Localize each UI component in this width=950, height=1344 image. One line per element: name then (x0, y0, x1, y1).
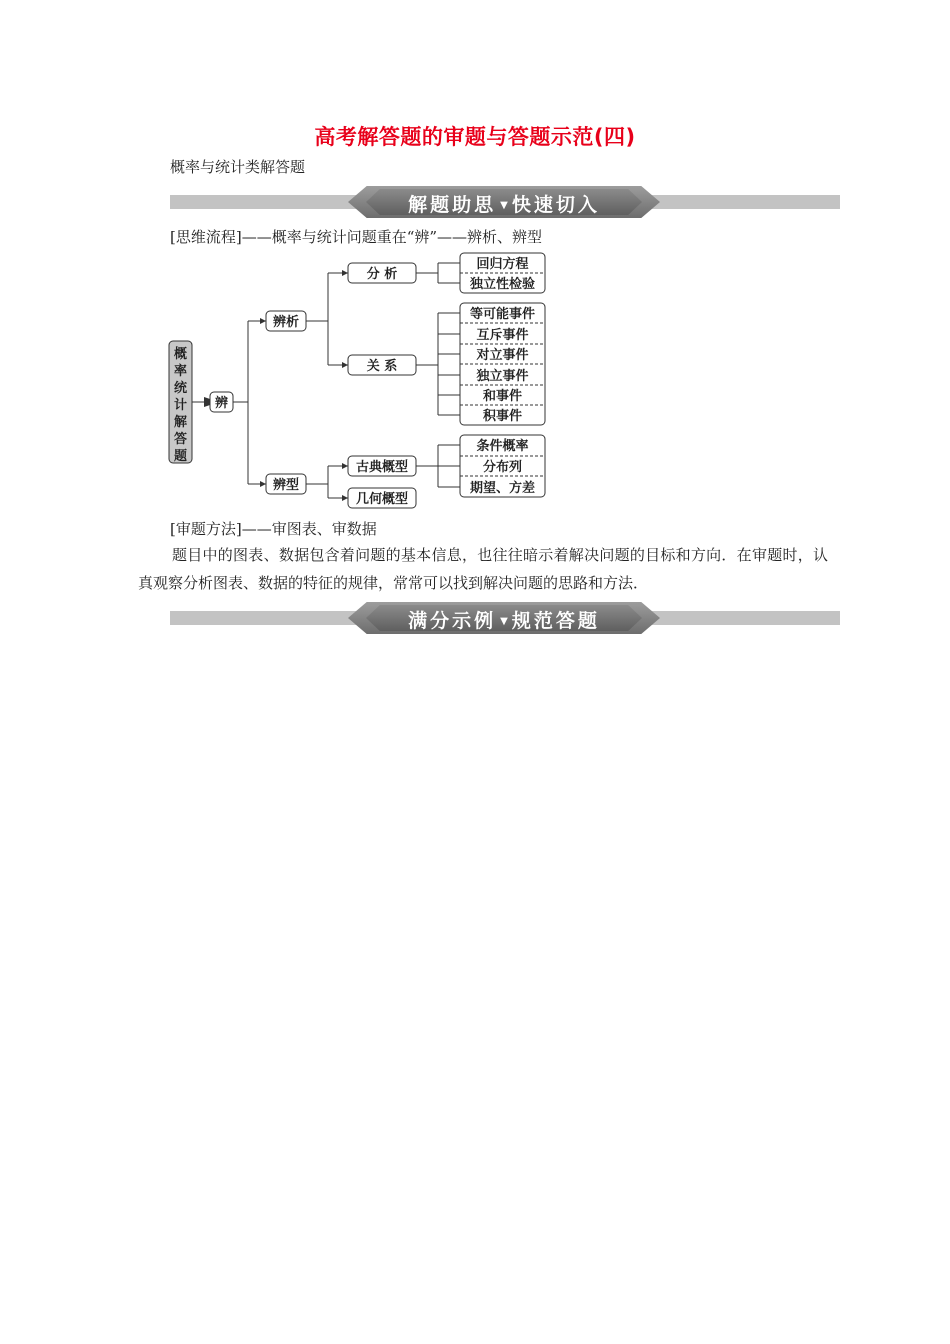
method-paragraph: 题目中的图表、数据包含着问题的基本信息，也往往暗示着解决问题的目标和方向．在审题时，认真观察分析图表、数据的特征的规律，常常可以找到解决问题的思路和方法． (138, 546, 828, 592)
node-fenxi: 分 析 (366, 267, 398, 282)
node-jihe: 几何概型 (355, 492, 409, 507)
triangle-down-icon: ▼ (500, 616, 508, 627)
root-label (174, 346, 188, 464)
item-independence-test: 独立性检验 (469, 277, 536, 292)
root-char: 概 (173, 347, 188, 362)
item-product-event: 积事件 (482, 409, 523, 424)
root-char: 统 (173, 381, 188, 396)
banner-1-right: 快速切入 (511, 194, 600, 216)
triangle-down-icon: ▼ (500, 200, 508, 211)
item-complementary: 对立事件 (476, 348, 529, 363)
root-char: 计 (173, 398, 188, 413)
item-distribution: 分布列 (482, 460, 523, 475)
root-char: 答 (173, 432, 188, 447)
node-bianxing: 辨型 (272, 478, 300, 493)
item-sum-event: 和事件 (482, 389, 523, 404)
page-title: 高考解答题的审题与答题示范(四) (314, 125, 636, 149)
item-expectation-variance: 期望、方差 (469, 481, 536, 496)
item-conditional-probability: 条件概率 (476, 439, 529, 454)
root-char: 解 (173, 415, 188, 430)
subtitle: 概率与统计类解答题 (170, 158, 306, 176)
root-char: 题 (173, 449, 188, 464)
section-banner-2 (170, 602, 840, 636)
node-bianxi: 辨析 (272, 315, 300, 330)
banner-2-right: 规范答题 (511, 610, 600, 632)
root-char: 率 (173, 364, 188, 379)
banner-2-left: 满分示例 (408, 610, 497, 632)
banner-1-left: 解题助思 (408, 194, 497, 216)
item-regression: 回归方程 (476, 257, 529, 272)
node-bian: 辨 (214, 396, 229, 411)
item-equally-likely: 等可能事件 (469, 307, 536, 322)
node-gudian: 古典概型 (355, 460, 409, 475)
node-guanxi: 关 系 (366, 359, 398, 374)
thinking-flow-heading: [思维流程]——概率与统计问题重在“辨”——辨析、辨型 (170, 228, 543, 246)
method-heading: [审题方法]——审图表、审数据 (170, 520, 377, 538)
item-independent: 独立事件 (476, 369, 529, 384)
item-mutually-exclusive: 互斥事件 (476, 328, 529, 343)
